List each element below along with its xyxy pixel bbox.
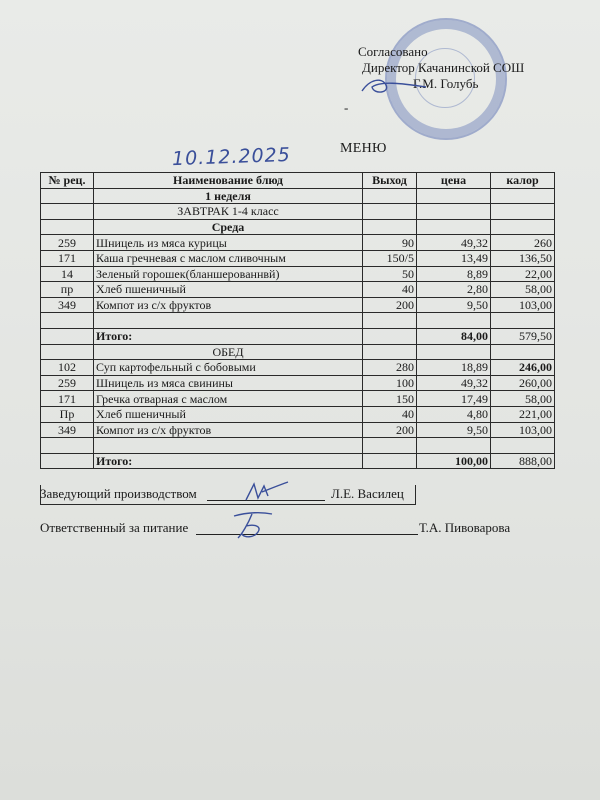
recipe-no: 171 — [41, 391, 94, 407]
dish-name: Суп картофельный с бобовыми — [94, 360, 363, 376]
breakfast-total-price: 84,00 — [417, 328, 491, 344]
recipe-no: Пр — [41, 406, 94, 422]
dish-yield: 150/5 — [363, 250, 417, 266]
breakfast-title-row — [41, 204, 555, 220]
header-calories: калор — [491, 173, 555, 189]
dish-price: 9,50 — [417, 422, 491, 438]
dish-name: Компот из с/х фруктов — [94, 297, 363, 313]
table-row — [41, 266, 555, 282]
dish-calories: 221,00 — [491, 406, 555, 422]
empty-row — [41, 313, 555, 329]
dish-price: 13,49 — [417, 250, 491, 266]
dish-name: Гречка отварная с маслом — [94, 391, 363, 407]
week-label: 1 неделя — [94, 188, 363, 204]
recipe-no: 349 — [41, 297, 94, 313]
dish-name: Хлеб пшеничный — [94, 406, 363, 422]
table-row — [41, 282, 555, 298]
header-recipe-no: № рец. — [41, 173, 94, 189]
recipe-no: пр — [41, 282, 94, 298]
production-manager-label: Заведующий производством — [40, 486, 197, 501]
dish-name: Шницель из мяса свинины — [94, 375, 363, 391]
breakfast-total-label: Итого: — [94, 328, 363, 344]
lunch-total-price: 100,00 — [417, 453, 491, 469]
dish-price: 2,80 — [417, 282, 491, 298]
director-signature — [360, 75, 430, 97]
week-row — [41, 188, 555, 204]
day-label: Среда — [94, 219, 363, 235]
recipe-no: 171 — [41, 250, 94, 266]
table-row — [41, 235, 555, 251]
recipe-no: 14 — [41, 266, 94, 282]
approval-director-name: Г.М. Голубь — [413, 76, 479, 91]
header-price: цена — [417, 173, 491, 189]
dish-yield: 200 — [363, 422, 417, 438]
nutrition-officer-signature — [228, 508, 282, 540]
dish-price: 49,32 — [417, 235, 491, 251]
approval-director: Директор Качанинской СОШ — [362, 60, 525, 75]
dish-calories: 58,00 — [491, 282, 555, 298]
dish-yield: 200 — [363, 297, 417, 313]
table-row — [41, 297, 555, 313]
production-manager-name: Л.Е. Василец — [331, 486, 404, 501]
dish-calories: 103,00 — [491, 297, 555, 313]
dish-calories: 22,00 — [491, 266, 555, 282]
dish-yield: 50 — [363, 266, 417, 282]
dish-calories: 260,00 — [491, 375, 555, 391]
nutrition-officer-label: Ответственный за питание — [40, 520, 189, 535]
dish-price: 49,32 — [417, 375, 491, 391]
production-manager-signature — [242, 478, 292, 504]
dish-price: 8,89 — [417, 266, 491, 282]
recipe-no: 102 — [41, 360, 94, 376]
lunch-title-row — [41, 344, 555, 360]
dish-name: Зеленый горошек(бланшерованнвй) — [94, 266, 363, 282]
dish-calories: 103,00 — [491, 422, 555, 438]
recipe-no: 259 — [41, 235, 94, 251]
dish-calories: 260 — [491, 235, 555, 251]
dish-price: 9,50 — [417, 297, 491, 313]
menu-title: МЕНЮ — [340, 141, 387, 156]
breakfast-total-row — [41, 328, 555, 344]
dish-price: 17,49 — [417, 391, 491, 407]
dish-yield: 40 — [363, 282, 417, 298]
table-row — [41, 422, 555, 438]
lunch-total-row — [41, 453, 555, 469]
lunch-title: ОБЕД — [94, 344, 363, 360]
dish-name: Шницель из мяса курицы — [94, 235, 363, 251]
table-row — [41, 406, 555, 422]
breakfast-total-calories: 579,50 — [491, 328, 555, 344]
dish-yield: 280 — [363, 360, 417, 376]
table-row — [41, 360, 555, 376]
table-row — [41, 250, 555, 266]
recipe-no: 259 — [41, 375, 94, 391]
nutrition-officer-name: Т.А. Пивоварова — [419, 520, 511, 535]
empty-row — [41, 438, 555, 454]
dish-yield: 150 — [363, 391, 417, 407]
header-dish-name: Наименование блюд — [94, 173, 363, 189]
dish-calories: 246,00 — [491, 360, 555, 376]
handwritten-date: 10.12.2025 — [171, 143, 292, 171]
dish-calories: 58,00 — [491, 391, 555, 407]
table-row — [41, 391, 555, 407]
day-row — [41, 219, 555, 235]
lunch-total-label: Итого: — [94, 453, 363, 469]
approval-dash: - — [344, 100, 349, 115]
menu-table — [40, 172, 555, 469]
lunch-total-calories: 888,00 — [491, 453, 555, 469]
table-row — [41, 375, 555, 391]
dish-name: Каша гречневая с маслом сливочным — [94, 250, 363, 266]
dish-price: 18,89 — [417, 360, 491, 376]
approval-heading: Согласовано — [358, 44, 428, 59]
recipe-no: 349 — [41, 422, 94, 438]
dish-name: Компот из с/х фруктов — [94, 422, 363, 438]
dish-yield: 40 — [363, 406, 417, 422]
dish-yield: 100 — [363, 375, 417, 391]
dish-calories: 136,50 — [491, 250, 555, 266]
dish-yield: 90 — [363, 235, 417, 251]
table-header-row — [41, 173, 555, 189]
breakfast-title: ЗАВТРАК 1-4 класс — [94, 204, 363, 220]
dish-price: 4,80 — [417, 406, 491, 422]
dish-name: Хлеб пшеничный — [94, 282, 363, 298]
header-yield: Выход — [363, 173, 417, 189]
